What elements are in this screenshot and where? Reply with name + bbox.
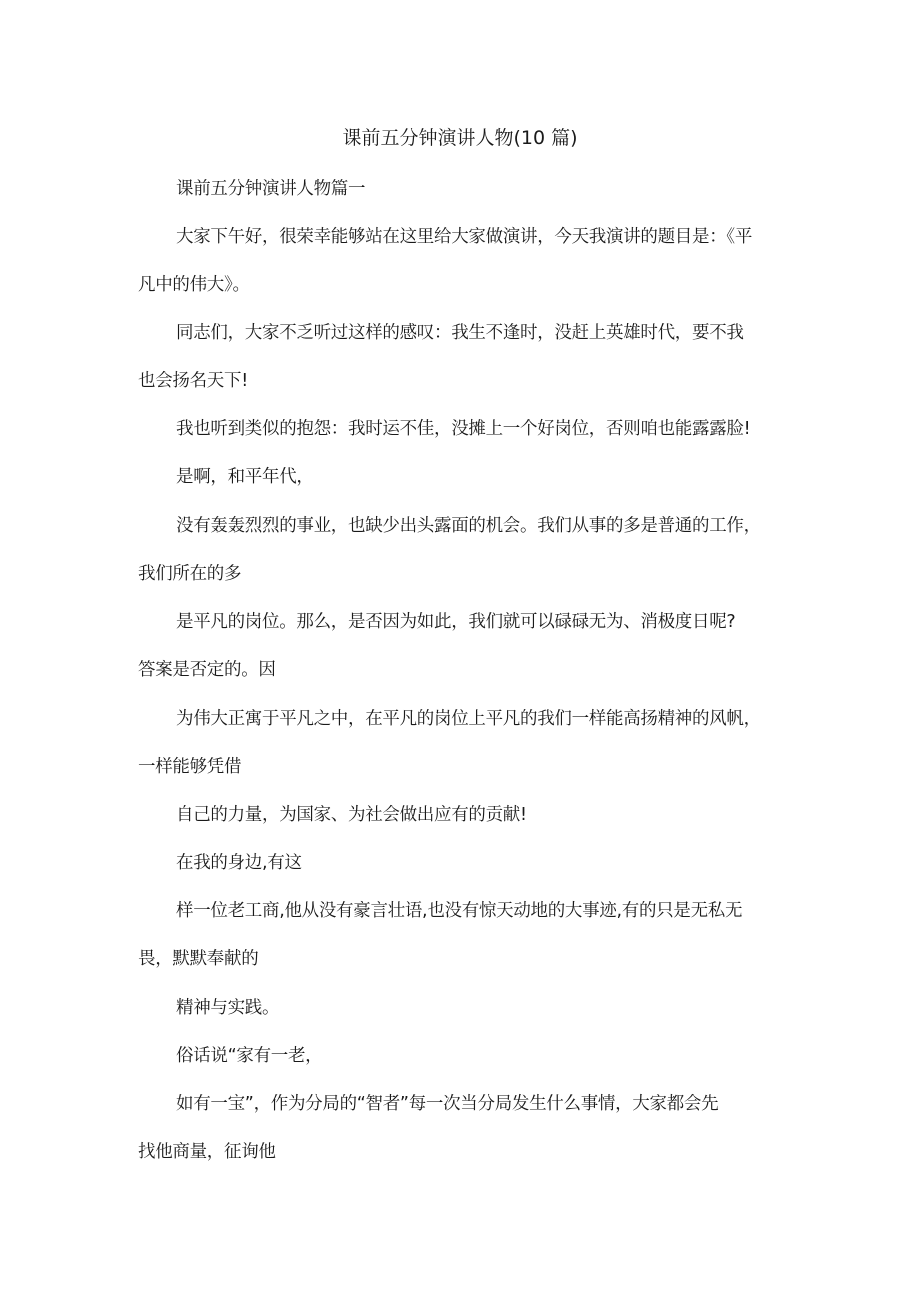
text-line: 精神与实践。 — [176, 998, 280, 1018]
text-line: 样一位老工商,他从没有豪言壮语,也没有惊天动地的大事迹,有的只是无私无 — [176, 901, 743, 921]
text-line: 同志们，大家不乏听过这样的感叹：我生不逢时，没赶上英雄时代，要不我 — [176, 323, 744, 343]
text-line: 畏，默默奉献的 — [138, 949, 259, 969]
text-line: 如有一宝”，作为分局的“智者”每一次当分局发生什么事情，大家都会先 — [176, 1094, 719, 1114]
text-line: 凡中的伟大》。 — [138, 275, 250, 295]
text-line: 在我的身边,有这 — [176, 853, 302, 873]
text-line: 是啊，和平年代， — [176, 467, 314, 487]
text-line: 俗话说“家有一老， — [176, 1046, 323, 1066]
text-line: 自己的力量，为国家、为社会做出应有的贡献! — [176, 805, 527, 825]
text-line: 为伟大正寓于平凡之中，在平凡的岗位上平凡的我们一样能高扬精神的风帆， — [176, 709, 761, 729]
text-line: 一样能够凭借 — [138, 757, 242, 777]
text-line: 课前五分钟演讲人物篇一 — [176, 179, 366, 199]
text-line: 我们所在的多 — [138, 564, 242, 584]
text-line: 我也听到类似的抱怨：我时运不佳，没摊上一个好岗位，否则咱也能露露脸! — [176, 419, 751, 439]
document-title: 课前五分钟演讲人物(10 篇) — [342, 127, 578, 149]
text-line: 找他商量，征询他 — [138, 1142, 276, 1162]
text-line: 大家下午好，很荣幸能够站在这里给大家做演讲，今天我演讲的题目是：《平 — [176, 227, 753, 247]
text-line: 答案是否定的。因 — [138, 660, 276, 680]
text-line: 是平凡的岗位。那么，是否因为如此，我们就可以碌碌无为、消极度日呢? — [176, 612, 736, 632]
text-line: 没有轰轰烈烈的事业，也缺少出头露面的机会。我们从事的多是普通的工作， — [176, 516, 761, 536]
text-line: 也会扬名天下! — [138, 371, 248, 391]
